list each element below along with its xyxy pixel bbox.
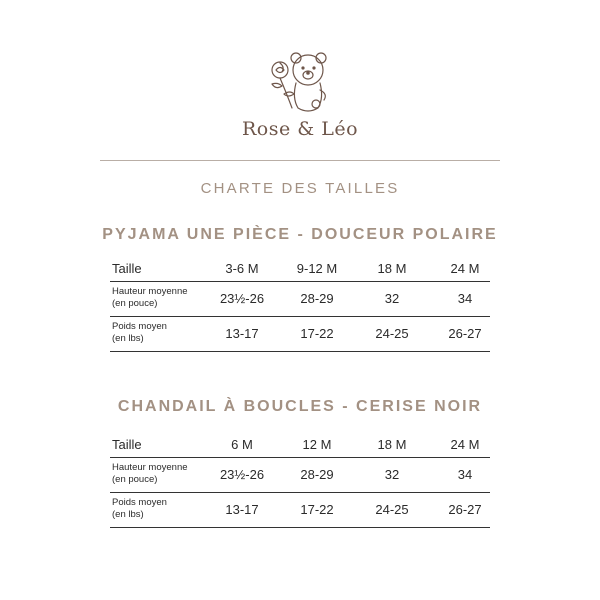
row-label-unit: (en lbs) — [112, 509, 144, 520]
table-cell: 17-22 — [300, 326, 334, 341]
page-title: CHARTE DES TAILLES — [200, 180, 400, 197]
bear-with-rose-icon — [258, 50, 342, 116]
table-header-row — [110, 435, 490, 457]
size-header: 6 M — [231, 437, 253, 452]
table-cell: 23½-26 — [219, 291, 265, 306]
table-cell: 26-27 — [448, 502, 482, 517]
row-label — [112, 462, 222, 486]
size-header: 18 M — [377, 437, 407, 452]
table-header-row — [110, 259, 490, 281]
table-row — [110, 316, 490, 352]
table-cell: 17-22 — [300, 502, 334, 517]
row-label — [112, 497, 222, 521]
table-cell: 32 — [384, 291, 400, 306]
table-cell: 32 — [384, 467, 400, 482]
size-header: 24 M — [450, 437, 480, 452]
brand-name: Rose & Léo — [241, 118, 359, 140]
header-label: Taille — [112, 261, 142, 276]
size-header: 3-6 M — [225, 261, 259, 276]
table-cell: 24-25 — [375, 502, 409, 517]
table-cell: 28-29 — [300, 467, 334, 482]
header-label: Taille — [112, 437, 142, 452]
table-cell: 24-25 — [375, 326, 409, 341]
table-row — [110, 281, 490, 316]
row-label-main: Poids moyen — [112, 321, 167, 332]
section-title-chandail: CHANDAIL À BOUCLES - CERISE NOIR — [117, 398, 483, 415]
row-label-main: Poids moyen — [112, 497, 167, 508]
table-cell: 13-17 — [225, 326, 259, 341]
row-label-unit: (en lbs) — [112, 333, 144, 344]
row-label-unit: (en pouce) — [112, 474, 158, 485]
row-label-main: Hauteur moyenne — [112, 462, 188, 473]
table-cell: 13-17 — [225, 502, 259, 517]
table-row — [110, 457, 490, 492]
table-cell: 23½-26 — [219, 467, 265, 482]
row-label-unit: (en pouce) — [112, 298, 158, 309]
table-cell: 28-29 — [300, 291, 334, 306]
row-label — [112, 321, 222, 345]
row-label-main: Hauteur moyenne — [112, 286, 188, 297]
table-row — [110, 492, 490, 528]
size-header: 12 M — [302, 437, 332, 452]
size-header: 18 M — [377, 261, 407, 276]
size-header: 9-12 M — [296, 261, 338, 276]
row-label — [112, 286, 222, 310]
table-cell: 26-27 — [448, 326, 482, 341]
size-table-chandail — [110, 435, 490, 528]
section-title-pyjama: PYJAMA UNE PIÈCE - DOUCEUR POLAIRE — [102, 226, 498, 243]
size-table-pyjama — [110, 259, 490, 352]
size-header: 24 M — [450, 261, 480, 276]
table-cell: 34 — [457, 291, 473, 306]
table-cell: 34 — [457, 467, 473, 482]
divider — [100, 160, 500, 161]
